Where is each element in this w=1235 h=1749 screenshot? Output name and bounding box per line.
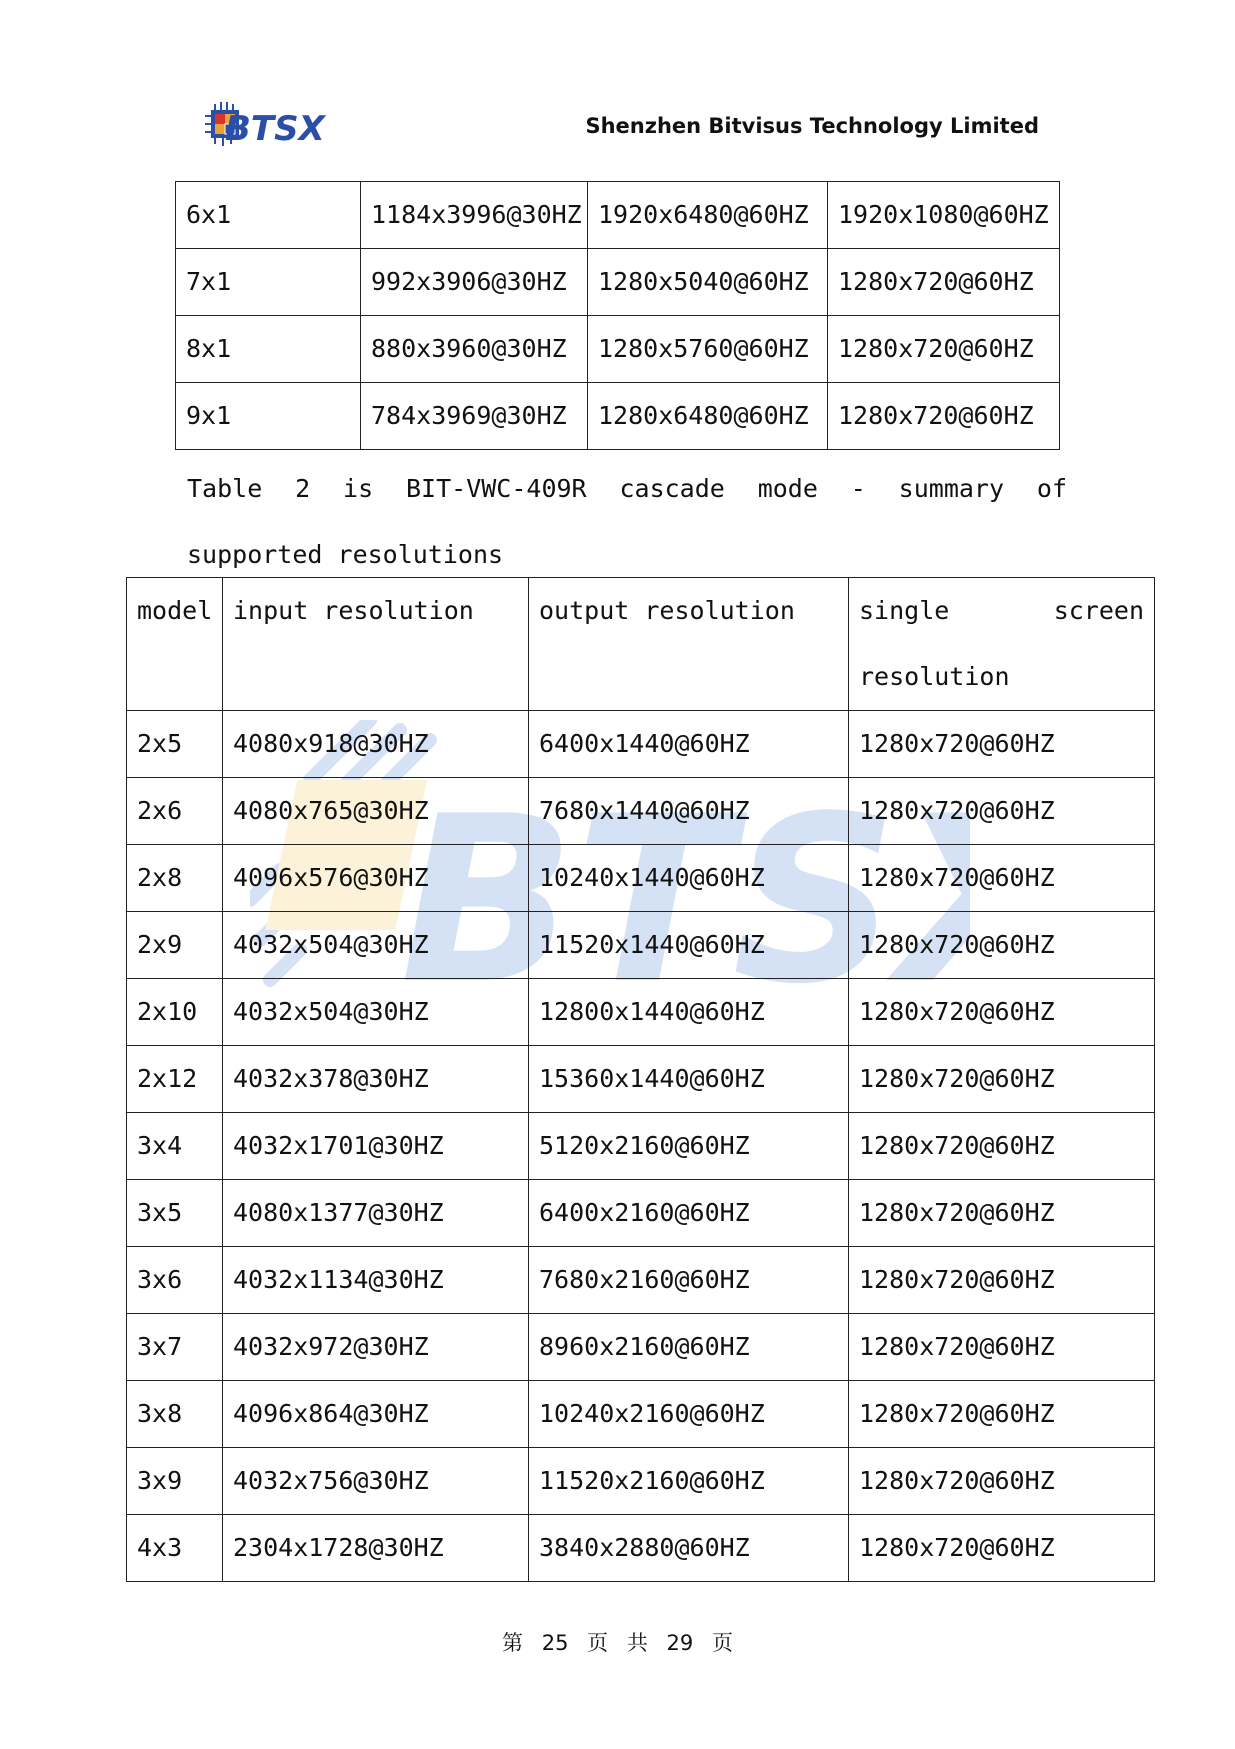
input-resolution-cell: 4032x378@30HZ xyxy=(223,1046,529,1113)
input-resolution-cell: 4096x864@30HZ xyxy=(223,1381,529,1448)
table-row xyxy=(127,711,1155,778)
table-row xyxy=(127,1247,1155,1314)
footer-total-word: 共 xyxy=(626,1631,648,1655)
model-cell: 4x3 xyxy=(127,1515,223,1582)
output-resolution-cell: 1920x6480@60HZ xyxy=(588,182,828,249)
model-cell: 2x6 xyxy=(127,778,223,845)
model-cell: 3x9 xyxy=(127,1448,223,1515)
table-row xyxy=(127,1448,1155,1515)
header-output-resolution: output resolution xyxy=(529,578,849,711)
input-resolution-cell: 880x3960@30HZ xyxy=(361,316,588,383)
single-screen-resolution-cell: 1280x720@60HZ xyxy=(849,1113,1155,1180)
output-resolution-cell: 15360x1440@60HZ xyxy=(529,1046,849,1113)
output-resolution-cell: 10240x1440@60HZ xyxy=(529,845,849,912)
single-screen-resolution-cell: 1280x720@60HZ xyxy=(828,249,1060,316)
resolution-table-continued xyxy=(175,181,1060,450)
input-resolution-cell: 4032x756@30HZ xyxy=(223,1448,529,1515)
input-resolution-cell: 784x3969@30HZ xyxy=(361,383,588,450)
table-row xyxy=(127,1180,1155,1247)
table-row xyxy=(127,1381,1155,1448)
page-footer xyxy=(0,1627,1235,1657)
single-screen-resolution-cell: 1280x720@60HZ xyxy=(849,1180,1155,1247)
single-screen-resolution-cell: 1280x720@60HZ xyxy=(849,778,1155,845)
output-resolution-cell: 5120x2160@60HZ xyxy=(529,1113,849,1180)
single-screen-resolution-cell: 1280x720@60HZ xyxy=(849,1247,1155,1314)
input-resolution-cell: 4032x1134@30HZ xyxy=(223,1247,529,1314)
footer-total-pages: 29 xyxy=(666,1631,694,1655)
table-row xyxy=(127,845,1155,912)
input-resolution-cell: 4032x504@30HZ xyxy=(223,912,529,979)
table-row xyxy=(127,1314,1155,1381)
output-resolution-cell: 8960x2160@60HZ xyxy=(529,1314,849,1381)
table-row xyxy=(127,979,1155,1046)
header-word-single: single xyxy=(859,596,950,625)
output-resolution-cell: 1280x5760@60HZ xyxy=(588,316,828,383)
input-resolution-cell: 4080x1377@30HZ xyxy=(223,1180,529,1247)
table-row xyxy=(127,1515,1155,1582)
single-screen-resolution-cell: 1280x720@60HZ xyxy=(849,1314,1155,1381)
header-word-screen: screen xyxy=(1053,596,1144,625)
footer-suffix: 页 xyxy=(711,1631,733,1655)
header-input-resolution: input resolution xyxy=(223,578,529,711)
model-cell: 3x6 xyxy=(127,1247,223,1314)
btsx-logo xyxy=(205,98,335,154)
input-resolution-cell: 4096x576@30HZ xyxy=(223,845,529,912)
btsx-chip-logo-icon xyxy=(205,98,335,154)
model-cell: 2x9 xyxy=(127,912,223,979)
table-row xyxy=(127,778,1155,845)
input-resolution-cell: 4080x765@30HZ xyxy=(223,778,529,845)
single-screen-resolution-cell: 1280x720@60HZ xyxy=(828,383,1060,450)
input-resolution-cell: 4032x504@30HZ xyxy=(223,979,529,1046)
single-screen-resolution-cell: 1280x720@60HZ xyxy=(849,912,1155,979)
svg-text:BTSX: BTSX xyxy=(225,109,325,149)
table-header-row xyxy=(127,578,1155,711)
model-cell: 6x1 xyxy=(176,182,361,249)
single-screen-resolution-cell: 1280x720@60HZ xyxy=(849,979,1155,1046)
model-cell: 3x7 xyxy=(127,1314,223,1381)
output-resolution-cell: 3840x2880@60HZ xyxy=(529,1515,849,1582)
single-screen-resolution-cell: 1920x1080@60HZ xyxy=(828,182,1060,249)
single-screen-resolution-cell: 1280x720@60HZ xyxy=(849,711,1155,778)
header-single-screen-resolution xyxy=(849,578,1155,711)
input-resolution-cell: 992x3906@30HZ xyxy=(361,249,588,316)
header-word-resolution: resolution xyxy=(859,662,1010,691)
table-caption: Table 2 is BIT-VWC-409R cascade mode - summary of supported resolutions xyxy=(187,474,1067,569)
output-resolution-cell: 11520x1440@60HZ xyxy=(529,912,849,979)
single-screen-resolution-cell: 1280x720@60HZ xyxy=(828,316,1060,383)
input-resolution-cell: 4080x918@30HZ xyxy=(223,711,529,778)
cascade-resolution-table xyxy=(126,577,1155,1582)
model-cell: 8x1 xyxy=(176,316,361,383)
model-cell: 2x8 xyxy=(127,845,223,912)
table-row xyxy=(176,182,1060,249)
single-screen-resolution-cell: 1280x720@60HZ xyxy=(849,1515,1155,1582)
svg-text:BTSX: BTS xyxy=(400,768,898,1020)
footer-page-number: 25 xyxy=(541,1631,569,1655)
output-resolution-cell: 10240x2160@60HZ xyxy=(529,1381,849,1448)
table-row xyxy=(127,1046,1155,1113)
model-cell: 2x12 xyxy=(127,1046,223,1113)
single-screen-resolution-cell: 1280x720@60HZ xyxy=(849,845,1155,912)
input-resolution-cell: 1184x3996@30HZ xyxy=(361,182,588,249)
header-model: model xyxy=(127,578,223,711)
table-row xyxy=(127,1113,1155,1180)
model-cell: 2x5 xyxy=(127,711,223,778)
model-cell: 3x5 xyxy=(127,1180,223,1247)
output-resolution-cell: 6400x2160@60HZ xyxy=(529,1180,849,1247)
input-resolution-cell: 2304x1728@30HZ xyxy=(223,1515,529,1582)
model-cell: 3x8 xyxy=(127,1381,223,1448)
table-row xyxy=(176,249,1060,316)
output-resolution-cell: 7680x1440@60HZ xyxy=(529,778,849,845)
output-resolution-cell: 11520x2160@60HZ xyxy=(529,1448,849,1515)
footer-page-word: 页 xyxy=(587,1631,609,1655)
company-name: Shenzhen Bitvisus Technology Limited xyxy=(585,114,1039,138)
output-resolution-cell: 7680x2160@60HZ xyxy=(529,1247,849,1314)
output-resolution-cell: 1280x5040@60HZ xyxy=(588,249,828,316)
output-resolution-cell: 1280x6480@60HZ xyxy=(588,383,828,450)
model-cell: 9x1 xyxy=(176,383,361,450)
table-row xyxy=(176,383,1060,450)
model-cell: 7x1 xyxy=(176,249,361,316)
table-row xyxy=(176,316,1060,383)
single-screen-resolution-cell: 1280x720@60HZ xyxy=(849,1381,1155,1448)
table-row xyxy=(127,912,1155,979)
single-screen-resolution-cell: 1280x720@60HZ xyxy=(849,1448,1155,1515)
output-resolution-cell: 6400x1440@60HZ xyxy=(529,711,849,778)
model-cell: 2x10 xyxy=(127,979,223,1046)
footer-prefix: 第 xyxy=(502,1631,524,1655)
input-resolution-cell: 4032x1701@30HZ xyxy=(223,1113,529,1180)
input-resolution-cell: 4032x972@30HZ xyxy=(223,1314,529,1381)
single-screen-resolution-cell: 1280x720@60HZ xyxy=(849,1046,1155,1113)
output-resolution-cell: 12800x1440@60HZ xyxy=(529,979,849,1046)
model-cell: 3x4 xyxy=(127,1113,223,1180)
